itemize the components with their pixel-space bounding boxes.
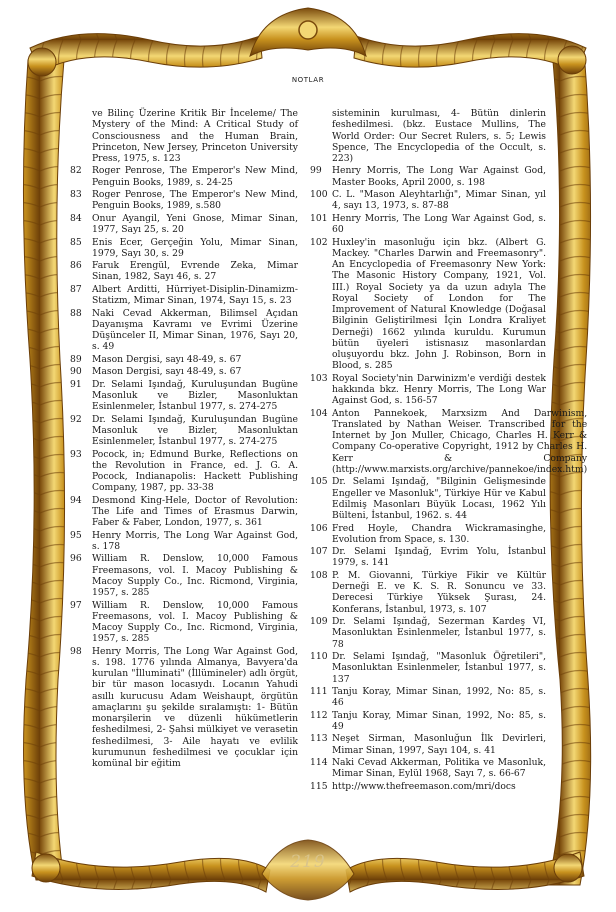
footnote-item xyxy=(70,366,298,377)
footnote-item xyxy=(70,553,298,598)
footnote-item xyxy=(310,710,546,733)
footnote-text: Henry Morris, The Long War Against God, s. 198. 1776 yılında Almanya, Bavyera'da kurulan "İlluminati" (İllümineler) adlı örgüt, bir tür mason locasıydı. Locanın Yahudi asıllı kurucusu Adam Weishaupt, örgütün amaçlarını şu şekilde sıralamıştı: 1- Bütün monarşilerin ve düzenli hükümetlerin feshedilmesi, 2- Şahsi mülkiyet ve verasetin feshedilmesi, 3- Aile hayatı ve evlilik kurumunun feshedilmesi ve çocuklar için komünal bir eğitim xyxy=(92,645,298,770)
footnote-text: Henry Morris, The Long War Against God, s. 60 xyxy=(332,212,546,236)
footnote-text: Naki Cevad Akkerman, Bilimsel Açıdan Dayanışma Kavramı ve Evrimi Üzerine Düşünceler II, Mimar Sinan, 1976, Sayı 20, s. 49 xyxy=(92,307,298,353)
footnote-item xyxy=(310,165,546,188)
footnote-item xyxy=(70,354,298,365)
footnote-number: 83 xyxy=(70,189,82,201)
footnote-number: 94 xyxy=(70,494,82,506)
footnote-item xyxy=(310,523,546,546)
footnote-text: Mason Dergisi, sayı 48-49, s. 67 xyxy=(92,353,242,365)
footnote-text: Dr. Selami Işındağ, Kuruluşundan Bugüne Masonluk ve Bizler, Masonluktan Esinlenmeler, İstanbul 1977, s. 274-275 xyxy=(92,378,298,413)
footnote-text: Onur Ayangil, Yeni Gnose, Mimar Sinan, 1977, Sayı 25, s. 20 xyxy=(92,212,298,236)
footnote-text: Royal Society'nin Darwinizm'e verdiği destek hakkında bkz. Henry Morris, The Long War Against God, s. 156-57 xyxy=(332,372,546,407)
footnote-text: Enis Ecer, Gerçeğin Yolu, Mimar Sinan, 1979, Sayı 30, s. 29 xyxy=(92,236,298,259)
footnote-number: 110 xyxy=(310,651,328,662)
footnote-text: http://www.thefreemason.com/mri/docs xyxy=(332,780,516,792)
footnote-text: sisteminin kurulması, 4- Bütün dinlerin feshedilmesi. (bkz. Eustace Mullins, The World Order: Our Secret Rulers, s. 5; Lewis Spence, The Encyclopedia of the Occult, s. 223) xyxy=(332,108,546,164)
footnote-item xyxy=(70,379,298,413)
footnote-text: Naki Cevad Akkerman, Politika ve Masonluk, Mimar Sinan, Eylül 1968, Sayı 7, s. 66-67 xyxy=(332,757,546,780)
footnote-item xyxy=(310,476,546,521)
footnote-number: 95 xyxy=(70,529,82,541)
footnote-number: 111 xyxy=(310,685,328,697)
footnote-number: 109 xyxy=(310,616,328,628)
footnote-item xyxy=(310,407,588,476)
footnote-item xyxy=(70,237,298,260)
footnote-number: 101 xyxy=(310,212,328,224)
footnote-number: 115 xyxy=(310,780,328,792)
footnote-text: C. L. "Mason Aleyhtarlığı", Mimar Sinan, yıl 4, sayı 13, 1973, s. 87-88 xyxy=(332,189,546,212)
footnote-text: Mason Dergisi, sayı 48-49, s. 67 xyxy=(92,366,242,378)
footnote-item xyxy=(70,414,298,448)
footnote-text: Faruk Erengül, Evrende Zeka, Mimar Sinan, 1982, Sayı 46, s. 27 xyxy=(92,260,298,283)
footnote-text: Henry Morris, The Long War Against God, Master Books, April 2000, s. 198 xyxy=(332,165,546,188)
footnote-item xyxy=(70,260,298,283)
footnote-text: Desmond King-Hele, Doctor of Revolution: The Life and Times of Erasmus Darwin, Faber & Faber, London, 1977, s. 361 xyxy=(92,494,298,529)
footnote-item xyxy=(310,546,546,569)
footnote-number: 89 xyxy=(70,353,82,365)
page-number: 219 xyxy=(290,852,326,872)
footnote-text: Tanju Koray, Mimar Sinan, 1992, No: 85, s. 46 xyxy=(332,685,546,709)
footnote-text: Tanju Koray, Mimar Sinan, 1992, No: 85, s. 49 xyxy=(332,709,546,732)
running-header: NOTLAR xyxy=(291,76,325,84)
footnote-number: 100 xyxy=(310,189,328,201)
footnote-number: 106 xyxy=(310,522,328,534)
footnote-number: 93 xyxy=(70,448,82,460)
footnote-text: Dr. Selami Işındağ, Sezerman Kardeş VI, Masonluktan Esinlenmeler, İstanbul 1977, s. 78 xyxy=(332,616,546,650)
footnote-item xyxy=(310,757,546,780)
footnote-number: 113 xyxy=(310,733,328,745)
footnote-text: William R. Denslow, 10,000 Famous Freemasons, vol. I. Macoy Publishing & Macoy Supply Co., Inc. Ricmond, Virginia, 1957, s. 285 xyxy=(92,553,298,599)
footnote-text: Huxley'in masonluğu için bkz. (Albert G. Mackey. "Charles Darwin and Freemasonry". An Encyclopedia of Freemasonry New York: The Masonic History Company, 1921, Vol. III.) Royal Society ya da uzun adıyla The Royal Society of London for The Improvement of Natural Knowledge (Doğasal Bilginin Geliştirilmesi İçin Londra Kraliyet Derneği) 1662 yılında kuruldu. Kurumun bütün üyeleri istisnasız masonlardan oluşuyordu bkz. John J. Robinson, Born in Blood, s. 285 xyxy=(332,236,546,372)
footnote-item xyxy=(70,449,298,494)
footnote-item xyxy=(310,213,546,236)
footnote-number: 112 xyxy=(310,709,328,721)
footnote-number: 107 xyxy=(310,546,328,558)
footnote-number: 82 xyxy=(70,165,82,177)
footnote-text: Dr. Selami Işındağ, "Bilginin Gelişmesinde Engeller ve Masonluk", Türkiye Hür ve Kabul Edilmiş Masonları Büyük Locası, 1962 Yılı Bülteni, İstanbul, 1962. s. 44 xyxy=(332,476,546,522)
notes-column-right xyxy=(310,108,588,793)
footnote-number: 99 xyxy=(310,165,322,177)
footnote-item xyxy=(310,686,546,709)
footnote-item xyxy=(70,495,298,529)
footnote-number: 104 xyxy=(310,407,328,419)
footnote-item xyxy=(70,284,298,307)
footnote-text: Neşet Sirman, Masonluğun İlk Devirleri, Mimar Sinan, 1997, Sayı 104, s. 41 xyxy=(332,733,546,756)
footnote-text: William R. Denslow, 10,000 Famous Freemasons, vol. I. Macoy Publishing & Macoy Supply Co., Inc. Ricmond, Virginia, 1957, s. 285 xyxy=(92,599,298,645)
footnote-number: 103 xyxy=(310,372,328,384)
notes-column-left xyxy=(70,108,298,771)
footnote-item xyxy=(310,733,546,756)
footnote-number: 84 xyxy=(70,212,82,224)
footnote-text: Albert Arditti, Hürriyet-Disiplin-Dinamizm-Statizm, Mimar Sinan, 1974, Sayı 15, s. 23 xyxy=(92,283,298,307)
footnote-item xyxy=(70,165,298,188)
footnote-number: 90 xyxy=(70,366,82,378)
footnote-item xyxy=(70,189,298,212)
footnote-number: 86 xyxy=(70,260,82,272)
footnote-text: Henry Morris, The Long War Against God, s. 178 xyxy=(92,529,298,552)
footnote-number: 96 xyxy=(70,553,82,565)
footnote-number: 105 xyxy=(310,476,328,488)
footnote-number: 97 xyxy=(70,599,82,611)
footnote-number: 102 xyxy=(310,236,328,248)
footnote-text: Dr. Selami Işındağ, Kuruluşundan Bugüne Masonluk ve Bizler, Masonluktan Esinlenmeler, İstanbul 1977, s. 274-275 xyxy=(92,413,298,448)
footnote-item xyxy=(70,646,298,770)
footnote-text: Anton Pannekoek, Marxsizm And Darwinism, Translated by Nathan Weiser. Transcribed for the Internet by Jon Muller, Chicago, Charles H. Kerr & Company Co-operative Copyright, 1912 by Charles H. Kerr & Company (http://www.marxists.org/archive/pannekoe/index.htm) xyxy=(332,407,588,475)
footnote-text: P. M. Giovanni, Türkiye Fikir ve Kültür Derneği E. ve K. S. R. Sonuncu ve 33. Derecesi Türkiye Yüksek Şurası, 24. Konferans, İstanbul, 1973, s. 107 xyxy=(332,569,546,615)
footnote-item xyxy=(310,781,546,792)
footnote-item xyxy=(310,616,546,650)
footnote-number: 91 xyxy=(70,378,82,390)
footnote-item xyxy=(310,373,546,407)
footnote-item xyxy=(310,108,546,164)
footnote-item xyxy=(70,600,298,645)
footnote-number: 88 xyxy=(70,307,82,319)
footnote-text: ve Bilinç Üzerine Kritik Bir İnceleme/ The Mystery of the Mind: A Critical Study of Consciousness and the Human Brain, Princeton, New Jersey, Princeton University Press, 1975, s. 123 xyxy=(92,108,298,164)
footnote-item xyxy=(70,530,298,553)
footnote-text: Roger Penrose, The Emperor's New Mind, Penguin Books, 1989, s.580 xyxy=(92,189,298,212)
footnote-text: Dr. Selami Işındağ, Evrim Yolu, İstanbul 1979, s. 141 xyxy=(332,546,546,569)
footnote-number: 92 xyxy=(70,413,82,425)
footnote-item xyxy=(70,108,298,164)
footnote-text: Fred Hoyle, Chandra Wickramasinghe, Evolution from Space, s. 130. xyxy=(332,522,546,545)
footnote-item xyxy=(310,189,546,212)
footnote-text: Dr. Selami Işındağ, "Masonluk Öğretileri", Masonluktan Esinlenmeler, İstanbul 1977, s. 137 xyxy=(332,651,546,685)
footnote-number: 114 xyxy=(310,757,328,768)
footnote-number: 98 xyxy=(70,645,82,657)
footnote-number xyxy=(310,108,332,164)
footnote-text: Roger Penrose, The Emperor's New Mind, Penguin Books, 1989, s. 24-25 xyxy=(92,165,298,188)
footnote-number: 85 xyxy=(70,236,82,248)
footnote-item xyxy=(310,651,546,685)
footnote-text: Pocock, in; Edmund Burke, Reflections on the Revolution in France, ed. J. G. A. Pocock, Indianapolis: Hackett Publishing Company, 1987, pp. 33-38 xyxy=(92,448,298,494)
footnote-number: 87 xyxy=(70,283,82,295)
footnote-number: 108 xyxy=(310,569,328,581)
footnote-item xyxy=(70,213,298,236)
footnote-item xyxy=(310,570,546,615)
footnote-item xyxy=(70,308,298,353)
footnote-number xyxy=(70,108,92,164)
footnote-item xyxy=(310,237,546,372)
